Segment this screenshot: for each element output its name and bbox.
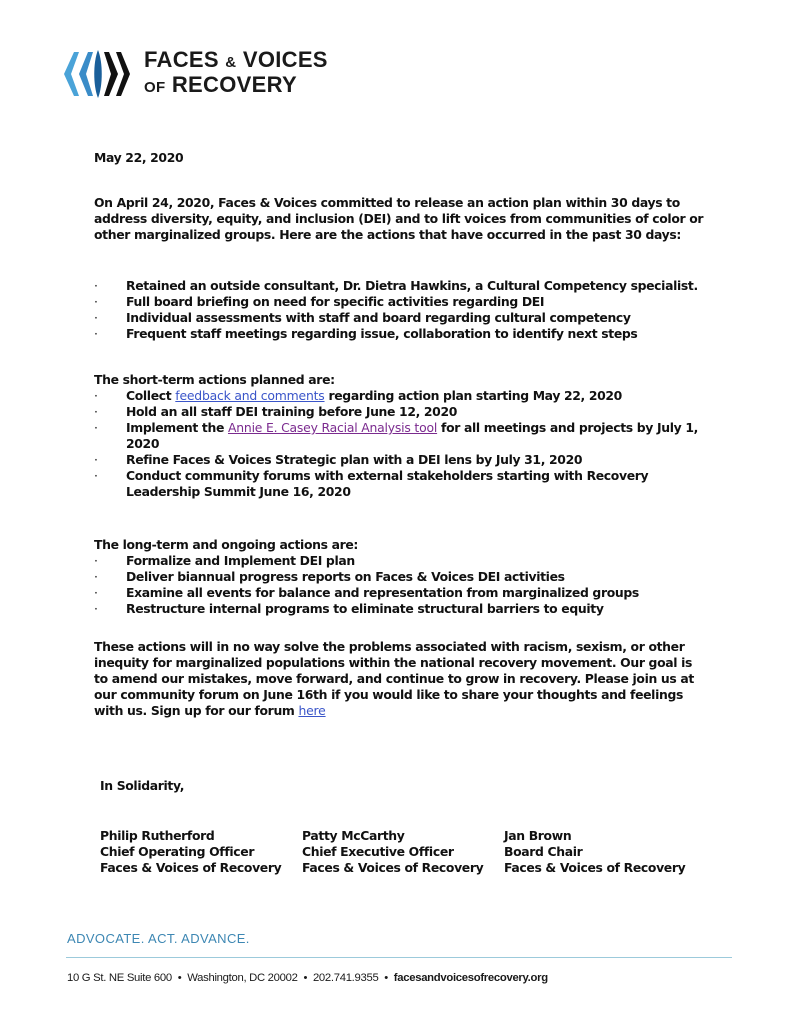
signatory-name: Patty McCarthy <box>302 828 405 843</box>
list-item: · Refine Faces & Voices Strategic plan with a DEI lens by July 31, 2020 <box>94 452 583 467</box>
signatory-title: Chief Operating Officer <box>100 844 255 859</box>
footer-tagline: ADVOCATE. ACT. ADVANCE. <box>67 931 250 946</box>
bullet-icon: · <box>94 585 98 600</box>
bullet-icon: · <box>94 388 98 403</box>
list-item: · Implement the Annie E. Casey Racial Analysis tool for all meetings and projects by July 1, 2020 <box>94 420 698 451</box>
forum-signup-link[interactable]: here <box>298 703 326 718</box>
signature-block <box>100 828 720 876</box>
phone-number: 202.741.9355 <box>312 972 379 984</box>
bullet-icon: · <box>94 569 98 584</box>
list-item: · Deliver biannual progress reports on Faces & Voices DEI activities <box>94 569 565 584</box>
separator-dot-icon: • <box>177 972 182 984</box>
racial-analysis-tool-link[interactable]: Annie E. Casey Racial Analysis tool <box>227 420 438 435</box>
bullet-icon: · <box>94 468 98 483</box>
street-address: 10 G St. NE Suite 600 <box>67 972 172 984</box>
signatory <box>302 828 504 876</box>
wordmark-recovery: RECOVERY <box>171 72 297 97</box>
short-term-heading: The short-term actions planned are: <box>94 372 335 387</box>
separator-dot-icon: • <box>303 972 308 984</box>
long-term-section <box>94 537 714 617</box>
signatory-org: Faces & Voices of Recovery <box>504 860 686 875</box>
wordmark-of: OF <box>144 79 166 96</box>
website-url: facesandvoicesofrecovery.org <box>393 972 548 984</box>
short-term-section <box>94 372 714 500</box>
letter-body <box>94 150 714 718</box>
city-state-zip: Washington, DC 20002 <box>187 972 298 984</box>
wordmark-amp: & <box>225 54 237 71</box>
long-term-heading: The long-term and ongoing actions are: <box>94 537 359 552</box>
list-item: · Restructure internal programs to eliminate structural barriers to equity <box>94 601 604 616</box>
bullet-icon: · <box>94 278 98 293</box>
closing-paragraph: These actions will in no way solve the problems associated with racism, sexism, or other inequity for marginalized populations within the national recovery movement. Our goal is to amend our mistakes, move forward, and continue to grow in recovery. Please join us at our community forum on June 16th if you would like to share your thoughts and feelings with us. Sign up for our forum here <box>94 639 694 718</box>
wordmark-voices: VOICES <box>242 47 328 72</box>
signatory-name: Jan Brown <box>504 828 572 843</box>
signatory-org: Faces & Voices of Recovery <box>302 860 484 875</box>
bullet-icon: · <box>94 404 98 419</box>
past-actions-list <box>94 278 714 342</box>
bullet-icon: · <box>94 601 98 616</box>
letter-date: May 22, 2020 <box>94 150 184 165</box>
list-item: · Individual assessments with staff and board regarding cultural competency <box>94 310 631 325</box>
signatory-title: Board Chair <box>504 844 583 859</box>
feedback-link[interactable]: feedback and comments <box>175 388 325 403</box>
bullet-icon: · <box>94 553 98 568</box>
org-wordmark <box>144 49 328 99</box>
signatory-name: Philip Rutherford <box>100 828 215 843</box>
bullet-icon: · <box>94 420 98 435</box>
footer-divider <box>66 957 732 958</box>
list-item: · Formalize and Implement DEI plan <box>94 553 355 568</box>
bullet-icon: · <box>94 294 98 309</box>
list-item: · Conduct community forums with external stakeholders starting with Recovery Leadership Summit June 16, 2020 <box>94 468 649 499</box>
list-item: · Hold an all staff DEI training before June 12, 2020 <box>94 404 457 419</box>
signatory <box>100 828 302 876</box>
letterhead-logo <box>60 48 328 100</box>
chevron-waves-logo-icon <box>60 48 132 100</box>
separator-dot-icon: • <box>384 972 388 984</box>
intro-paragraph: On April 24, 2020, Faces & Voices committed to release an action plan within 30 days to address diversity, equity, and inclusion (DEI) and to lift voices from communities of color or other marginalized groups. Here are the actions that have occurred in the past 30 days: <box>94 195 704 242</box>
long-term-list <box>94 553 714 617</box>
footer-address <box>67 972 548 984</box>
signatory <box>504 828 706 876</box>
signoff: In Solidarity, <box>100 778 185 793</box>
bullet-icon: · <box>94 310 98 325</box>
list-item: · Collect feedback and comments regarding action plan starting May 22, 2020 <box>94 388 622 403</box>
list-item: · Retained an outside consultant, Dr. Dietra Hawkins, a Cultural Competency specialist. <box>94 278 698 293</box>
bullet-icon: · <box>94 452 98 467</box>
signatory-org: Faces & Voices of Recovery <box>100 860 282 875</box>
signatory-title: Chief Executive Officer <box>302 844 454 859</box>
list-item: · Examine all events for balance and representation from marginalized groups <box>94 585 639 600</box>
list-item: · Frequent staff meetings regarding issue, collaboration to identify next steps <box>94 326 638 341</box>
bullet-icon: · <box>94 326 98 341</box>
short-term-list <box>94 388 714 500</box>
wordmark-faces: FACES <box>144 47 219 72</box>
list-item: · Full board briefing on need for specific activities regarding DEI <box>94 294 545 309</box>
